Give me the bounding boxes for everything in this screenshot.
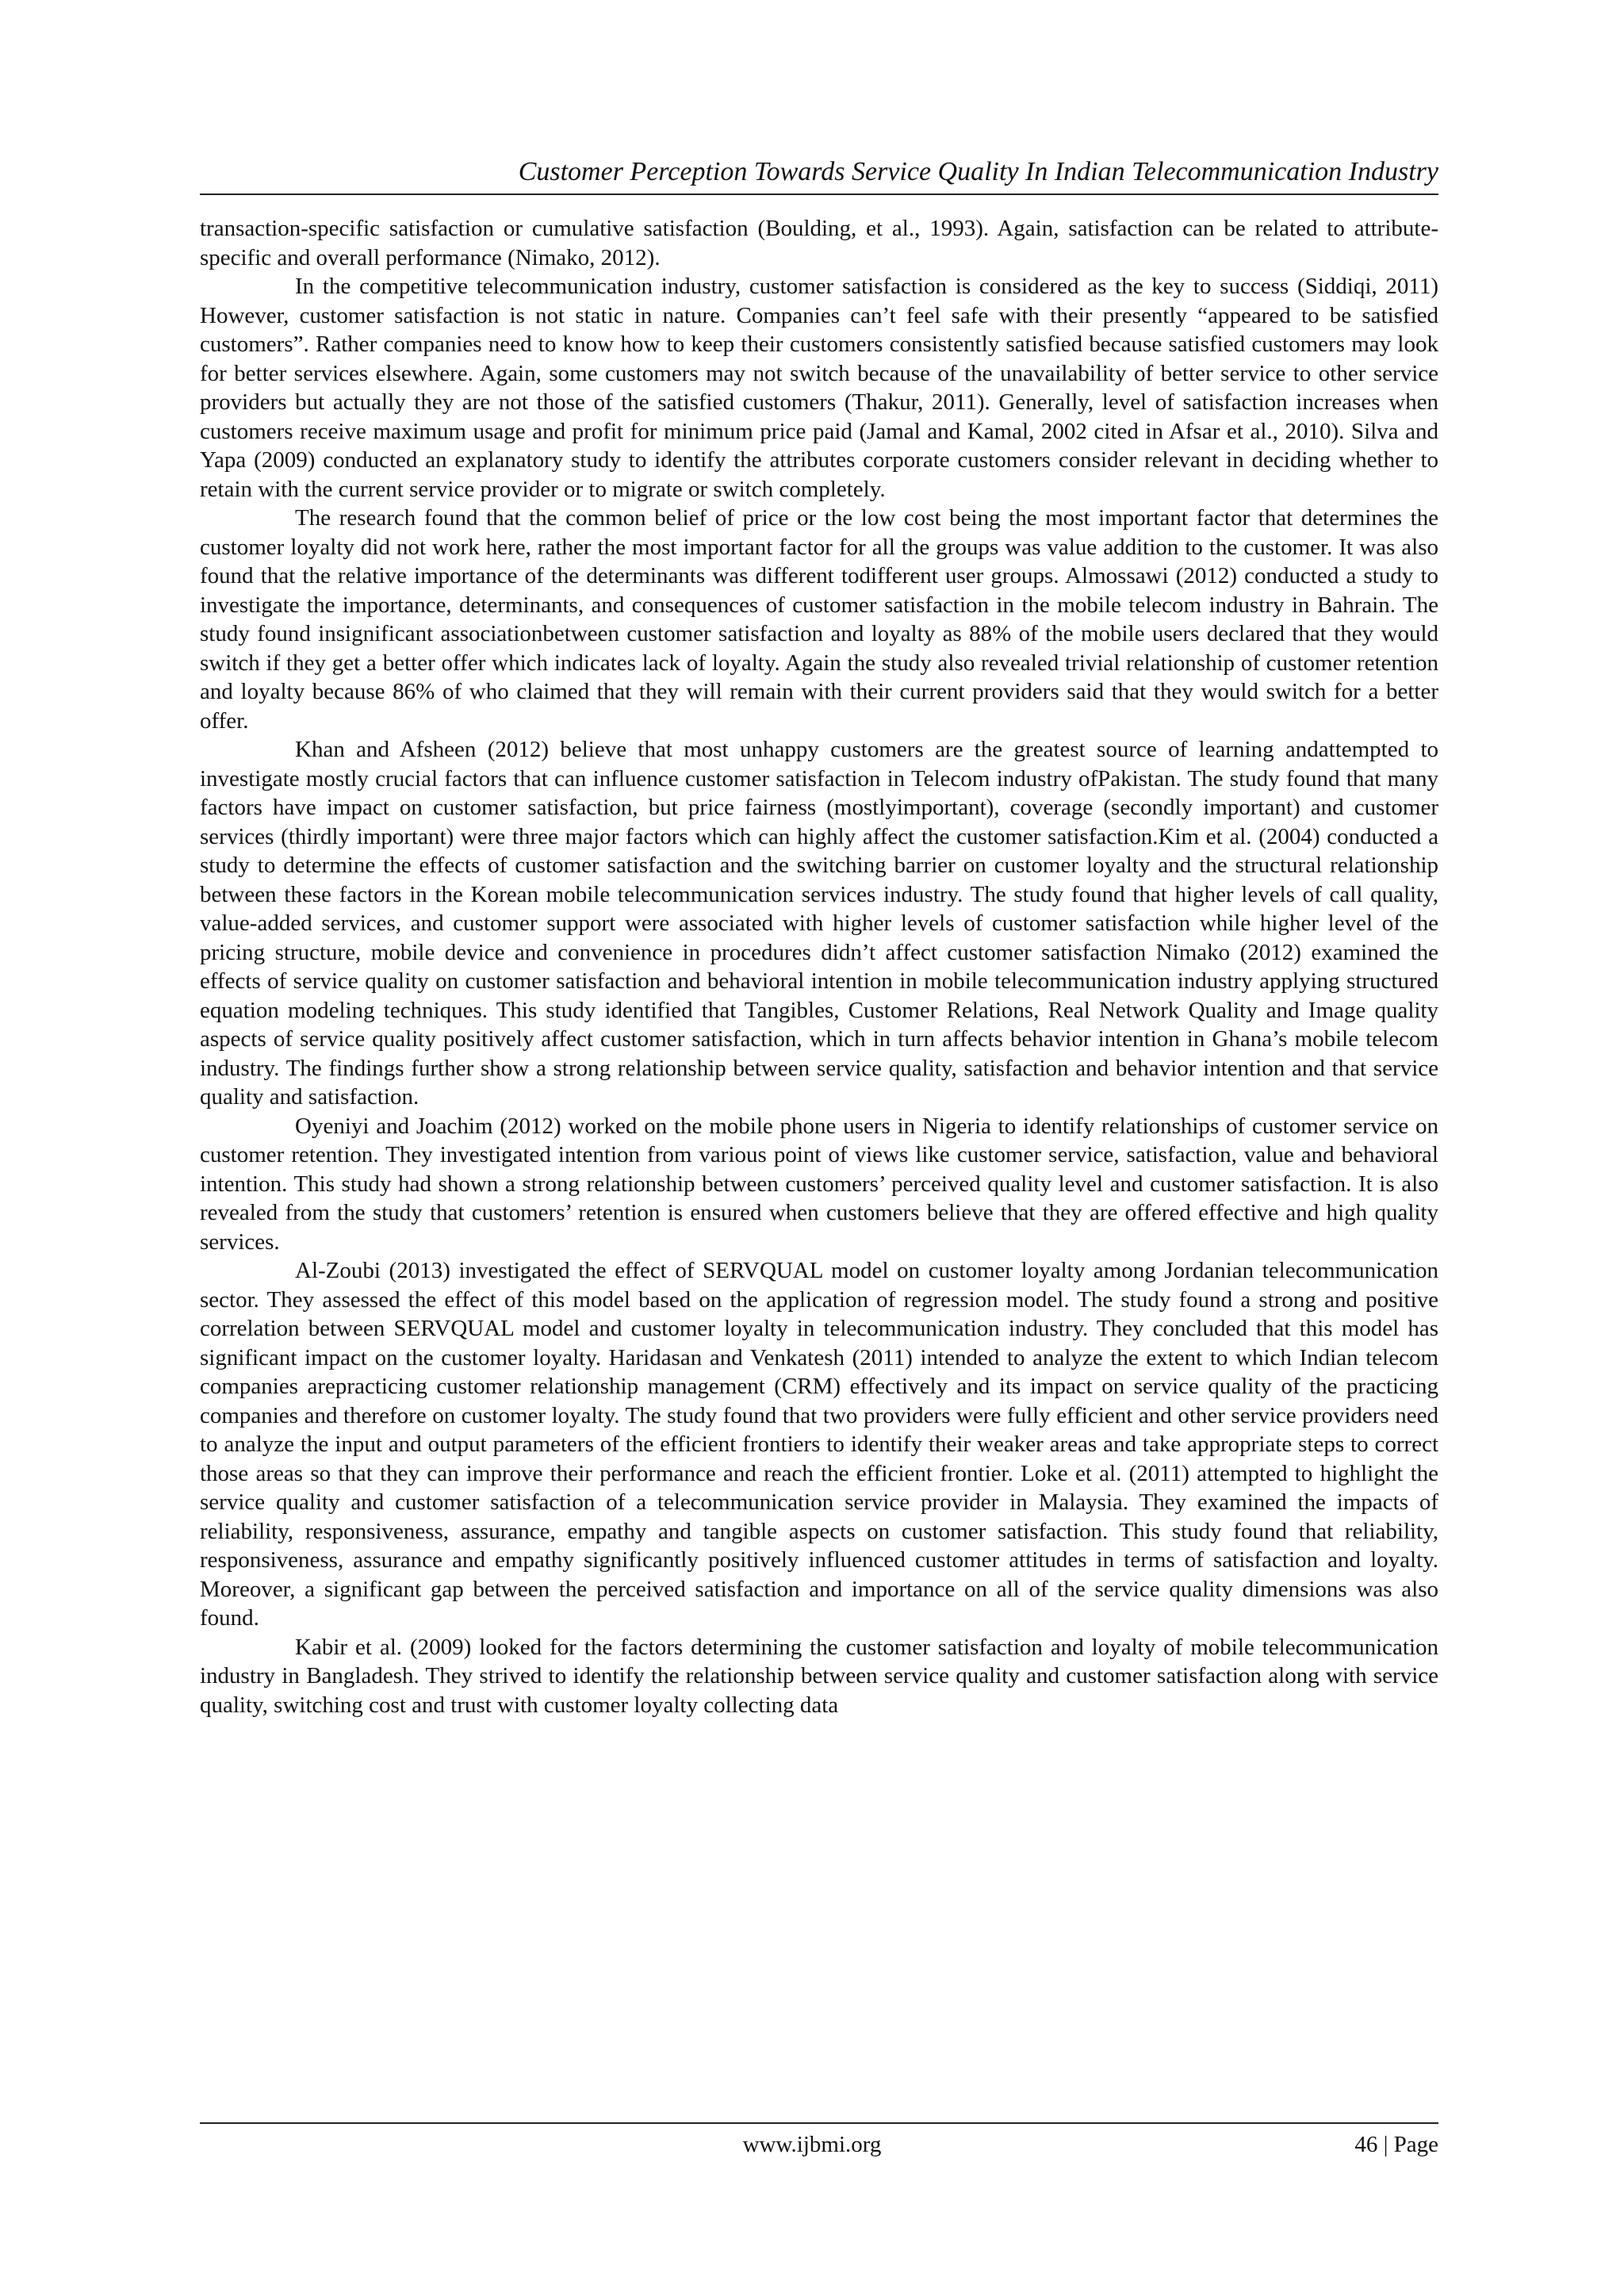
running-header: Customer Perception Towards Service Quality In Indian Telecommunication Industry [518,157,1438,186]
body-paragraph: Oyeniyi and Joachim (2012) worked on the mobile phone users in Nigeria to identify relationships of customer service on customer retention. They investigated intention from various point of views like customer service, satisfaction, value and behavioral intention. This study had shown a strong relationship between customers’ perceived quality level and customer satisfaction. It is also revealed from the study that customers’ retention is ensured when customers believe that they are offered effective and high quality services. [200,1113,1438,1255]
body-paragraph: Al-Zoubi (2013) investigated the effect of SERVQUAL model on customer loyalty among Jordanian telecommunication sector. They assessed the effect of this model based on the application of regression model. The study found a strong and positive correlation between SERVQUAL model and customer loyalty in telecommunication industry. They concluded that this model has significant impact on the customer loyalty. Haridasan and Venkatesh (2011) intended to analyze the extent to which Indian telecom companies arepracticing customer relationship management (CRM) effectively and its impact on service quality of the practicing companies and therefore on customer loyalty. The study found that two providers were fully efficient and other service providers need to analyze the input and output parameters of the efficient frontiers to identify their weaker areas and take appropriate steps to correct those areas so that they can improve their performance and reach the efficient frontier. Loke et al. (2011) attempted to highlight the service quality and customer satisfaction of a telecommunication service provider in Malaysia. They examined the impacts of reliability, responsiveness, assurance, empathy and tangible aspects on customer satisfaction. This study found that reliability, responsiveness, assurance and empathy significantly positively influenced customer attitudes in terms of satisfaction and loyalty. Moreover, a significant gap between the perceived satisfaction and importance on all of the service quality dimensions was also found. [200,1258,1438,1631]
footer-page-number: 46 | Page [1354,2132,1438,2157]
header-divider [200,194,1438,195]
body-paragraph: Kabir et al. (2009) looked for the factors determining the customer satisfaction and loyalty of mobile telecommunication industry in Bangladesh. They strived to identify the relationship between service quality and customer satisfaction along with service quality, switching cost and trust with customer loyalty collecting data [200,1634,1438,1718]
body-paragraph: Khan and Afsheen (2012) believe that most unhappy customers are the greatest source of learning andattempted to investigate mostly crucial factors that can influence customer satisfaction in Telecom industry ofPakistan. The study found that many factors have impact on customer satisfaction, but price fairness (mostlyimportant), coverage (secondly important) and customer services (thirdly important) were three major factors which can highly affect the customer satisfaction.Kim et al. (2004) conducted a study to determine the effects of customer satisfaction and the switching barrier on customer loyalty and the structural relationship between these factors in the Korean mobile telecommunication services industry. The study found that higher levels of call quality, value-added services, and customer support were associated with higher levels of customer satisfaction while higher level of the pricing structure, mobile device and convenience in procedures didn’t affect customer satisfaction Nimako (2012) examined the effects of service quality on customer satisfaction and behavioral intention in mobile telecommunication industry applying structured equation modeling techniques. This study identified that Tangibles, Customer Relations, Real Network Quality and Image quality aspects of service quality positively affect customer satisfaction, which in turn affects behavior intention in Ghana’s mobile telecom industry. The findings further show a strong relationship between service quality, satisfaction and behavior intention and that service quality and satisfaction. [200,737,1438,1110]
body-paragraph: In the competitive telecommunication industry, customer satisfaction is considered as the key to success (Siddiqi, 2011) However, customer satisfaction is not static in nature. Companies can’t feel safe with their presently “appeared to be satisfied customers”. Rather companies need to know how to keep their customers consistently satisfied because satisfied customers may look for better services elsewhere. Again, some customers may not switch because of the unavailability of better service to other service providers but actually they are not those of the satisfied customers (Thakur, 2011). Generally, level of satisfaction increases when customers receive maximum usage and profit for minimum price paid (Jamal and Kamal, 2002 cited in Afsar et al., 2010). Silva and Yapa (2009) conducted an explanatory study to identify the attributes corporate customers consider relevant in deciding whether to retain with the current service provider or to migrate or switch completely. [200,274,1438,502]
footer-website: www.ijbmi.org [742,2132,882,2157]
article-body [200,214,1438,1719]
body-paragraph: The research found that the common belief of price or the low cost being the most important factor that determines the customer loyalty did not work here, rather the most important factor for all the groups was value addition to the customer. It was also found that the relative importance of the determinants was different todifferent user groups. Almossawi (2012) conducted a study to investigate the importance, determinants, and consequences of customer satisfaction in the mobile telecom industry in Bahrain. The study found insignificant associationbetween customer satisfaction and loyalty as 88% of the mobile users declared that they would switch if they get a better offer which indicates lack of loyalty. Again the study also revealed trivial relationship of customer retention and loyalty because 86% of who claimed that they will remain with their current providers said that they would switch for a better offer. [200,505,1438,734]
body-paragraph: transaction-specific satisfaction or cumulative satisfaction (Boulding, et al., 1993). Again, satisfaction can be related to attribute-specific and overall performance (Nimako, 2012). [200,216,1438,270]
footer-divider [200,2122,1438,2124]
